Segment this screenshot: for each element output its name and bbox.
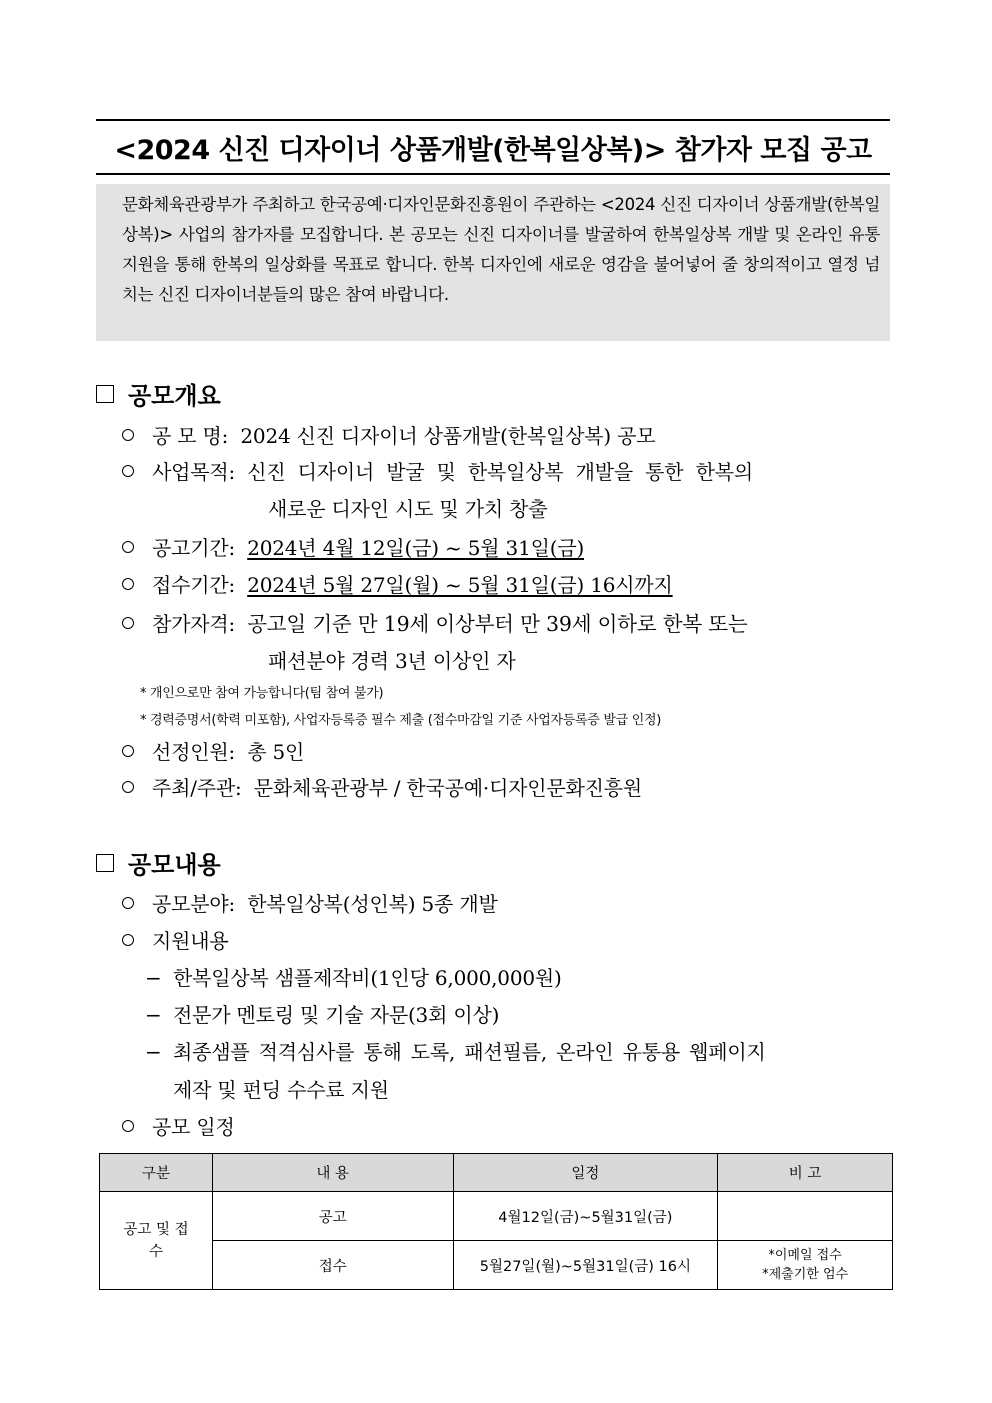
group-label: 공고 및 접수 — [123, 1221, 189, 1260]
content-cell: 접수 — [212, 1241, 453, 1290]
receipt-value: 2024년 5월 27일(월) ~ 5월 31일(금) 16시까지 — [247, 573, 673, 597]
name-value: 2024 신진 디자이너 상품개발(한복일상복) 공모 — [240, 424, 656, 448]
support-item-text: 한복일상복 샘플제작비(1인당 6,000,000원) — [173, 966, 562, 990]
section-heading-content — [96, 845, 221, 880]
field-label: 공모분야: — [152, 892, 236, 916]
host-value: 문화체육관광부 / 한국공예·디자인문화진흥원 — [253, 776, 643, 800]
content-support-row — [122, 925, 228, 954]
date-cell: 5월27일(월)~5월31일(금) 16시 — [453, 1241, 718, 1290]
selection-value: 총 5인 — [247, 740, 305, 764]
support-label: 지원내용 — [152, 929, 229, 953]
table-header-row — [100, 1154, 893, 1192]
note-required-documents: * 경력증명서(학력 미포함), 사업자등록증 필수 제출 (접수마감일 기준 사업자등록증 발급 인정) — [140, 713, 661, 728]
name-label: 공 모 명: — [152, 424, 229, 448]
remarks-deadline: *제출기한 엄수 — [762, 1267, 849, 1282]
overview-purpose-row — [122, 456, 753, 485]
circle-bullet-icon — [122, 897, 134, 909]
header-date: 일정 — [453, 1154, 718, 1192]
section-heading-text: 공모개요 — [128, 382, 221, 410]
content-field-row — [122, 888, 498, 917]
remarks-email: *이메일 접수 — [768, 1248, 842, 1263]
circle-bullet-icon — [122, 465, 134, 477]
field-value: 한복일상복(성인복) 5종 개발 — [247, 892, 498, 916]
circle-bullet-icon — [122, 1120, 134, 1132]
selection-label: 선정인원: — [152, 740, 236, 764]
overview-selection-row — [122, 736, 304, 765]
circle-bullet-icon — [122, 578, 134, 590]
purpose-label: 사업목적: — [152, 460, 236, 484]
receipt-label: 접수기간: — [152, 573, 236, 597]
purpose-value: 신진 디자이너 발굴 및 한복일상복 개발을 통한 한복의 — [247, 460, 753, 484]
circle-bullet-icon — [122, 934, 134, 946]
overview-notice-row — [122, 532, 584, 561]
overview-host-row — [122, 772, 642, 801]
dash-icon: − — [145, 966, 162, 990]
purpose-value-continued: 새로운 디자인 시도 및 가치 창출 — [268, 497, 548, 521]
square-bullet-icon — [96, 854, 114, 872]
schedule-table — [99, 1153, 893, 1290]
header-category: 구분 — [100, 1154, 213, 1192]
notice-value: 2024년 4월 12일(금) ~ 5월 31일(금) — [247, 536, 585, 560]
content-schedule-row — [122, 1111, 235, 1140]
circle-bullet-icon — [122, 429, 134, 441]
remarks-cell — [718, 1192, 893, 1241]
dash-icon: − — [145, 1040, 162, 1064]
table-row — [100, 1192, 893, 1241]
date-cell: 4월12일(금)~5월31일(금) — [453, 1192, 718, 1241]
square-bullet-icon — [96, 385, 114, 403]
overview-receipt-row — [122, 569, 673, 598]
overview-name-row — [122, 420, 655, 449]
content-cell: 공고 — [212, 1192, 453, 1241]
remarks-cell — [718, 1241, 893, 1290]
page-title: <2024 신진 디자이너 상품개발(한복일상복)> 참가자 모집 공고 — [96, 119, 890, 175]
intro-paragraph: 문화체육관광부가 주최하고 한국공예·디자인문화진흥원이 주관하는 <2024 신진 디자이너 상품개발(한복일상복)> 사업의 참가자를 모집합니다. 본 공모는 신진 디자이너를 발굴하여 한복일상복 개발 및 온라인 유통 지원을 통해 한복의 일상화를 목표로 합니다. 한복 디자인에 새로운 영감을 불어넣어 줄 창의적이고 열정 넘치는 신진 디자이너분들의 많은 참여 바랍니다. — [96, 184, 890, 341]
section-heading-text: 공모내용 — [128, 851, 221, 879]
overview-eligibility-row — [122, 607, 747, 637]
group-cell — [100, 1192, 213, 1290]
support-item-sample-cost — [145, 962, 562, 991]
support-item-mentoring — [145, 999, 499, 1028]
eligibility-label: 참가자격: — [152, 612, 236, 636]
support-item-final-sample-continued: 제작 및 펀딩 수수료 지원 — [173, 1078, 389, 1102]
support-item-text: 최종샘플 적격심사를 통해 도록, 패션필름, 온라인 유통용 웹페이지 — [173, 1040, 766, 1064]
notice-label: 공고기간: — [152, 536, 236, 560]
host-label: 주최/주관: — [152, 776, 242, 800]
note-individual-only: * 개인으로만 참여 가능합니다(팀 참여 불가) — [140, 686, 384, 701]
circle-bullet-icon — [122, 781, 134, 793]
header-remarks: 비 고 — [718, 1154, 893, 1192]
circle-bullet-icon — [122, 541, 134, 553]
header-content: 내 용 — [212, 1154, 453, 1192]
dash-icon: − — [145, 1003, 162, 1027]
circle-bullet-icon — [122, 617, 134, 629]
support-item-final-sample — [145, 1036, 766, 1065]
eligibility-value: 공고일 기준 만 19세 이상부터 만 39세 이하로 한복 또는 — [247, 612, 748, 636]
support-item-text: 전문가 멘토링 및 기술 자문(3회 이상) — [173, 1003, 500, 1027]
table-row — [100, 1241, 893, 1290]
eligibility-value-continued: 패션분야 경력 3년 이상인 자 — [268, 649, 516, 673]
schedule-label: 공모 일정 — [152, 1115, 235, 1139]
circle-bullet-icon — [122, 745, 134, 757]
section-heading-overview — [96, 376, 221, 411]
